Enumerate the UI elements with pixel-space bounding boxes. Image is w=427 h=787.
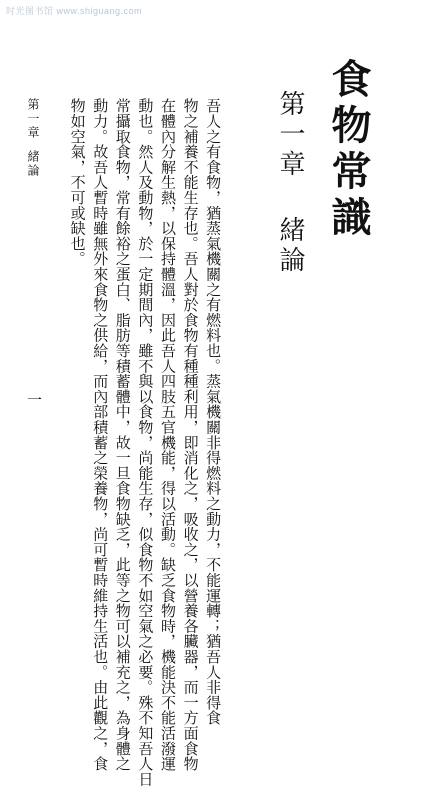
footer-chapter-title: 緒論 <box>26 150 40 178</box>
body-line: 動力。故吾人暫時雖無外來食物之供給，而內部積蓄之榮養物，尚可暫時維持生活也。由此觀之，食 <box>91 98 110 772</box>
page-number: 一 <box>25 392 43 407</box>
body-line: 物如空氣，不可或缺也。 <box>68 98 87 267</box>
body-line: 吾人之有食物，猶蒸氣機關之有燃料也。蒸氣機關非得燃料之動力，不能運轉；猶吾人非得食 <box>204 98 223 726</box>
body-text <box>66 98 224 787</box>
body-line: 動也。然人及動物，於一定期間內，雖不與以食物，尚能生存，似食物不如空氣之必要。殊不知吾人日 <box>136 98 155 787</box>
body-line: 常攝取食物，常有餘裕之蛋白、脂肪等積蓄體中，故一旦食物缺乏，此等之物可以補充之，為身體之 <box>113 98 132 772</box>
watermark-text: 时光图书馆 www.shiguang.com <box>6 6 143 16</box>
running-footer <box>27 98 39 178</box>
body-line: 在體內分解生熱，以保持體溫，因此吾人四肢五官機能，得以活動。缺乏食物時，機能決不能活潑運 <box>158 98 177 772</box>
footer-chapter-label: 第一章 <box>26 98 40 140</box>
book-title: 食物常識 <box>325 58 372 242</box>
chapter-title: 緒論 <box>275 216 305 276</box>
body-line: 物之補養不能生存也。吾人對於食物有種種利用，即消化之，吸收之，以營養各臟器，而一方面食物 <box>181 98 200 772</box>
chapter-number: 第一章 <box>275 90 305 180</box>
chapter-heading <box>277 90 303 276</box>
